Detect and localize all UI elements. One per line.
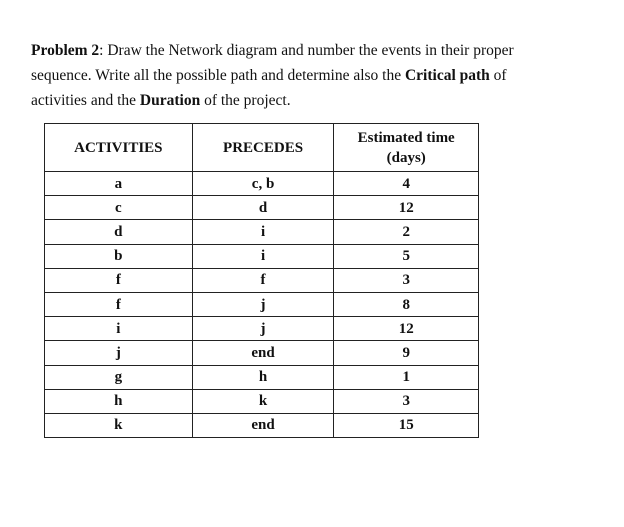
header-precedes: PRECEDES	[192, 124, 334, 172]
time-cell: 4	[334, 172, 479, 196]
precedes-cell: f	[192, 268, 334, 292]
table-row	[45, 317, 479, 341]
precedes-cell: end	[192, 413, 334, 437]
header-activities: ACTIVITIES	[45, 124, 193, 172]
precedes-cell: k	[192, 389, 334, 413]
table-row	[45, 244, 479, 268]
table-row	[45, 196, 479, 220]
table-row	[45, 341, 479, 365]
activity-cell: a	[45, 172, 193, 196]
table-row	[45, 220, 479, 244]
table-row	[45, 292, 479, 316]
table-row	[45, 365, 479, 389]
header-estimated-time: Estimated time (days)	[334, 124, 479, 172]
time-cell: 12	[334, 317, 479, 341]
problem-line-3: activities and the Duration of the project.	[31, 92, 291, 109]
table-row	[45, 172, 479, 196]
time-cell: 8	[334, 292, 479, 316]
precedes-cell: j	[192, 317, 334, 341]
activity-cell: j	[45, 341, 193, 365]
time-cell: 1	[334, 365, 479, 389]
precedes-cell: i	[192, 220, 334, 244]
activity-cell: i	[45, 317, 193, 341]
problem-line-1: Problem 2: Draw the Network diagram and number the events in their proper	[31, 42, 514, 59]
activities-table	[44, 123, 479, 438]
activity-cell: c	[45, 196, 193, 220]
activity-cell: k	[45, 413, 193, 437]
precedes-cell: i	[192, 244, 334, 268]
table-header-row	[45, 124, 479, 172]
precedes-cell: end	[192, 341, 334, 365]
activity-cell: b	[45, 244, 193, 268]
activity-cell: h	[45, 389, 193, 413]
time-cell: 3	[334, 268, 479, 292]
time-cell: 12	[334, 196, 479, 220]
precedes-cell: c, b	[192, 172, 334, 196]
table-row	[45, 389, 479, 413]
activity-cell: d	[45, 220, 193, 244]
table-row	[45, 413, 479, 437]
time-cell: 15	[334, 413, 479, 437]
problem-statement	[31, 38, 591, 113]
time-cell: 9	[334, 341, 479, 365]
activity-cell: g	[45, 365, 193, 389]
table-row	[45, 268, 479, 292]
time-cell: 3	[334, 389, 479, 413]
time-cell: 2	[334, 220, 479, 244]
critical-path-term: Critical path	[404, 67, 490, 84]
problem-line-2: sequence. Write all the possible path and determine also the Critical path of	[31, 67, 507, 84]
precedes-cell: h	[192, 365, 334, 389]
precedes-cell: d	[192, 196, 334, 220]
activity-cell: f	[45, 292, 193, 316]
time-cell: 5	[334, 244, 479, 268]
precedes-cell: j	[192, 292, 334, 316]
problem-label: Problem 2	[31, 42, 100, 59]
duration-term: Duration	[139, 92, 201, 109]
activity-cell: f	[45, 268, 193, 292]
